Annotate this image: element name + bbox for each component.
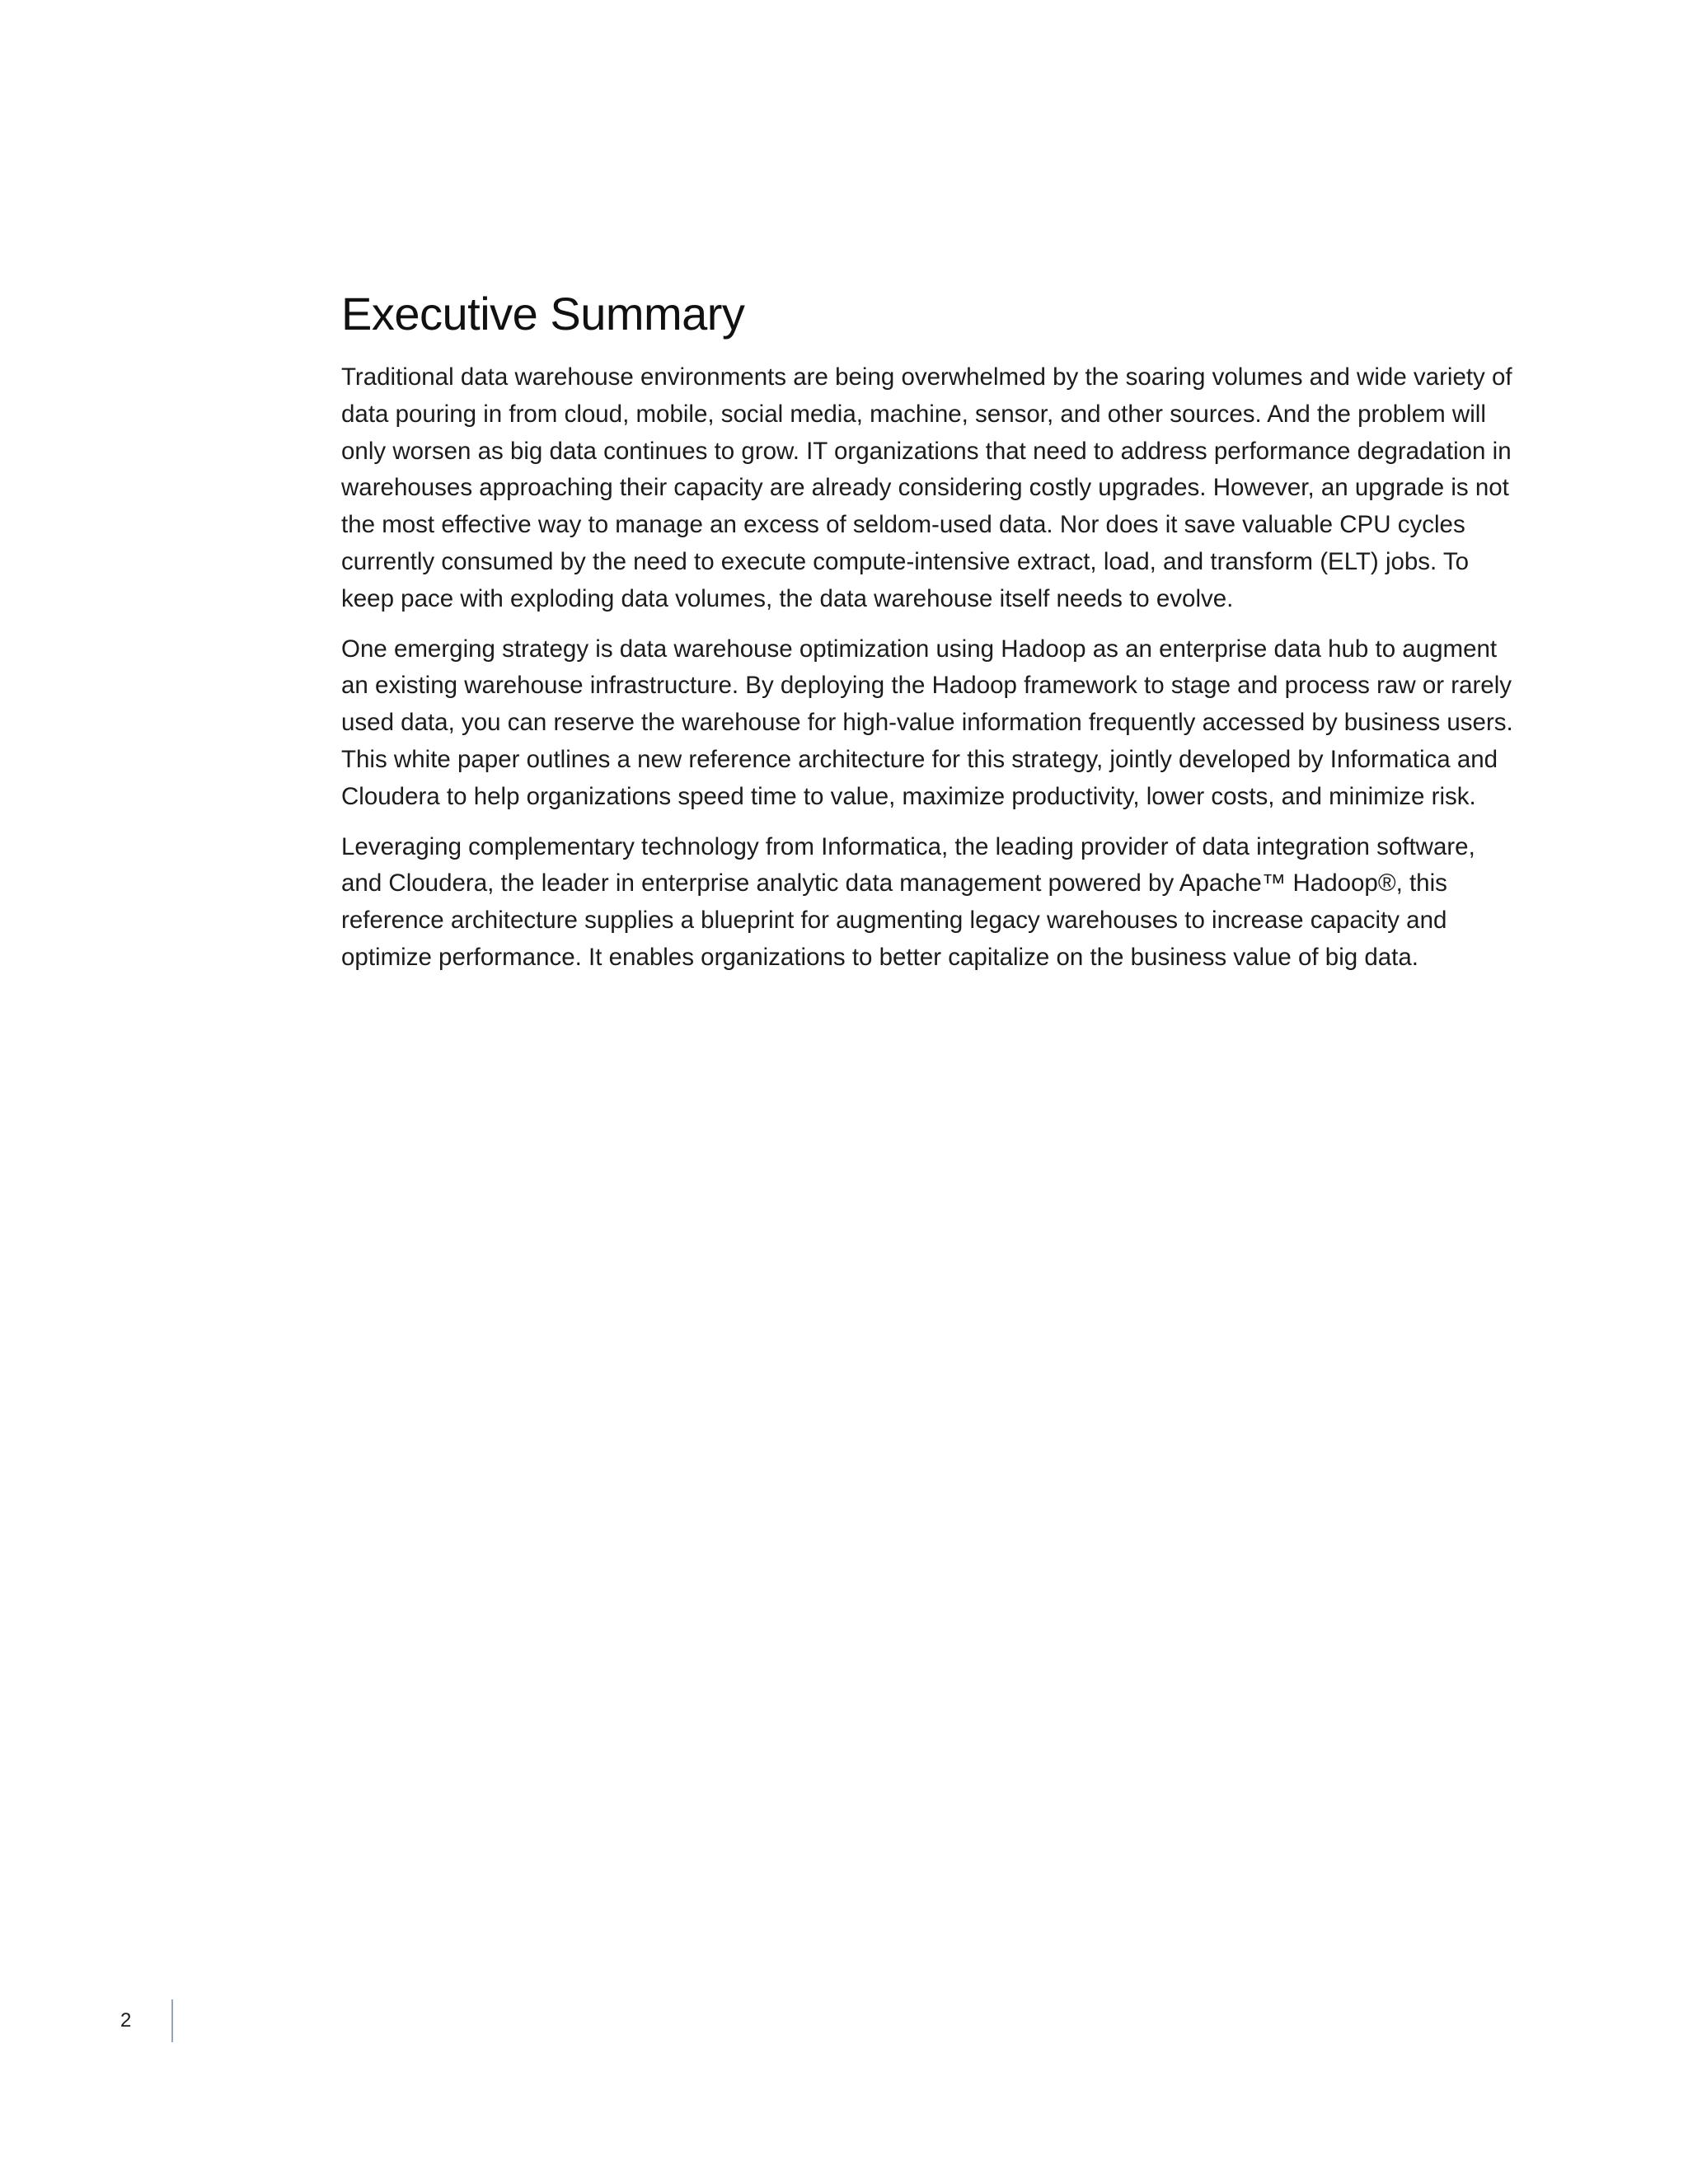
paragraph-architecture: Leveraging complementary technology from Informatica, the leading provider of data integration software, and Cloudera, the leader in enterprise analytic data management powered by Apache™ Hadoop®, this reference architecture supplies a blueprint for augmenting legacy warehouses to increase capacity and optimize performance. It enables organizations to better capitalize on the business value of big data. xyxy=(341,832,1475,971)
paragraph-intro: Traditional data warehouse environments are being overwhelmed by the soaring volumes and wide variety of data pouring in from cloud, mobile, social media, machine, sensor, and other sources. And the problem will only worsen as big data continues to grow. IT organizations that need to address performance degradation in warehouses approaching their capacity are already considering costly upgrades. However, an upgrade is not the most effective way to manage an excess of seldom-used data. Nor does it save valuable CPU cycles currently consumed by the need to execute compute-intensive extract, load, and transform (ELT) jobs. To keep pace with exploding data volumes, the data warehouse itself needs to evolve. xyxy=(341,363,1512,612)
footer-divider xyxy=(171,1999,173,2042)
page-title: Executive Summary xyxy=(341,288,745,340)
page-number: 2 xyxy=(120,2009,132,2032)
main-content xyxy=(341,285,1520,990)
paragraph-strategy: One emerging strategy is data warehouse optimization using Hadoop as an enterprise data hub to augment an existing warehouse infrastructure. By deploying the Hadoop framework to stage and process raw or rarely used data, you can reserve the warehouse for high-value information frequently accessed by business users. This white paper outlines a new reference architecture for this strategy, jointly developed by Informatica and Cloudera to help organizations speed time to value, maximize productivity, lower costs, and minimize risk. xyxy=(341,635,1513,810)
